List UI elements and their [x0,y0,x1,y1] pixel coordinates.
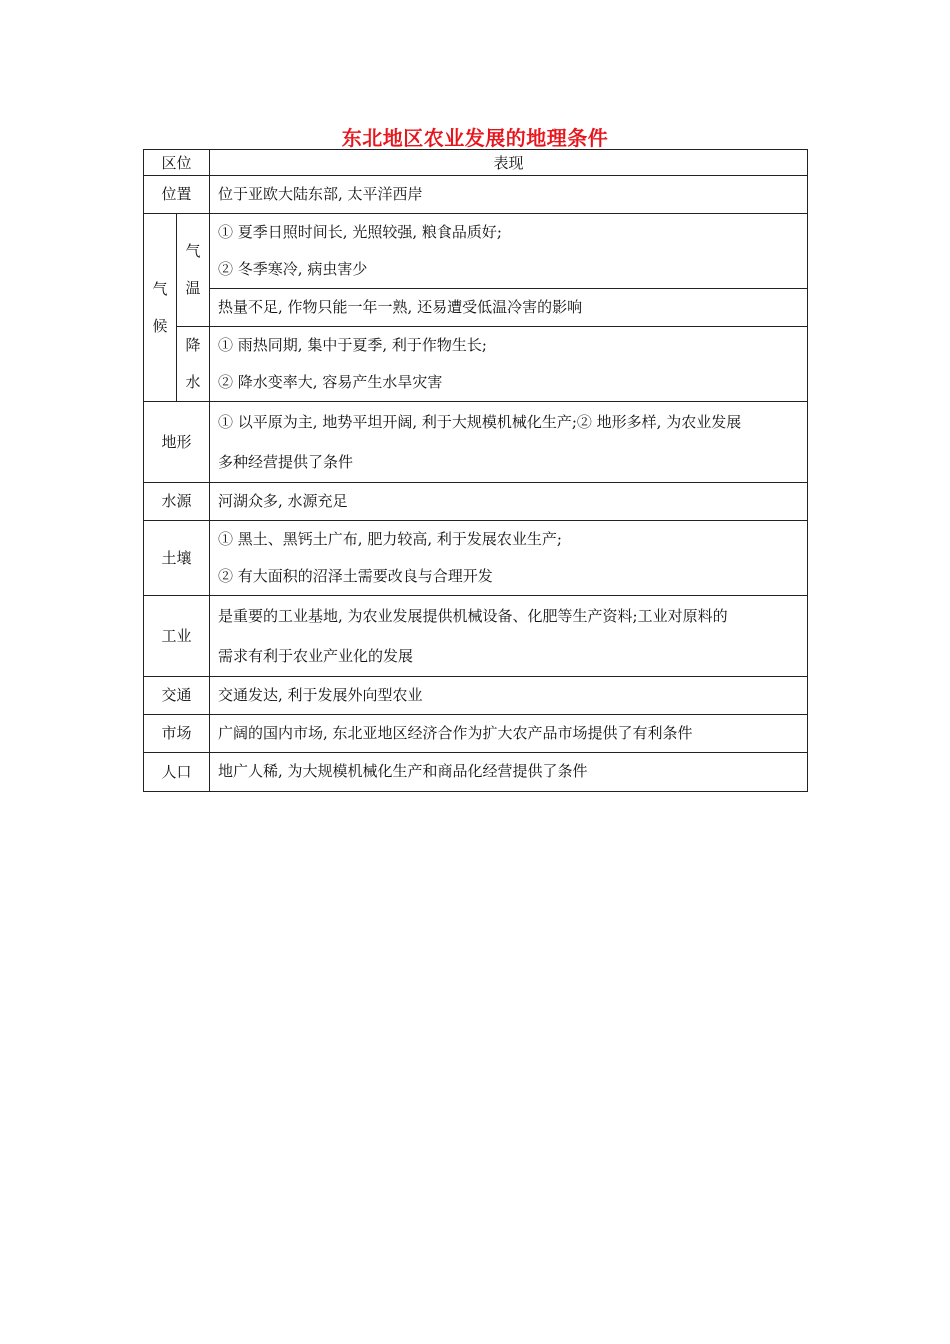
header-location-factor: 区位 [144,150,210,176]
row-label-precipitation [177,327,210,402]
content-line: 交通发达, 利于发展外向型农业 [218,686,423,704]
row-label-temperature [177,214,210,327]
row-label-climate [144,214,177,402]
row-label-industry: 工业 [144,596,210,677]
row-content-soil [210,521,808,596]
table-row-climate-temperature-advantages [144,214,808,289]
content-line: ② 冬季寒冷, 病虫害少 [218,260,368,278]
table-row-water [144,483,808,521]
content-line: ① 夏季日照时间长, 光照较强, 粮食品质好; [218,223,502,241]
content-line: ② 降水变率大, 容易产生水旱灾害 [218,373,443,391]
label-char: 气 [152,279,168,298]
content-line: 需求有利于农业产业化的发展 [218,647,414,665]
row-content-temperature-advantages [210,214,808,289]
row-content-temperature-disadvantage [210,289,808,327]
row-label-transport: 交通 [144,677,210,715]
row-content-transport [210,677,808,715]
row-content-population [210,753,808,792]
table-row-transport [144,677,808,715]
row-label-water: 水源 [144,483,210,521]
label-char: 候 [152,316,168,335]
table-row-location [144,176,808,214]
table-row-soil [144,521,808,596]
row-content-water [210,483,808,521]
table-row-climate-temperature-disadvantage [144,289,808,327]
table-row-terrain [144,402,808,483]
row-content-market [210,715,808,753]
content-line: ① 黑土、黑钙土广布, 肥力较高, 利于发展农业生产; [218,530,562,548]
content-line: 位于亚欧大陆东部, 太平洋西岸 [218,185,423,203]
content-line: ① 以平原为主, 地势平坦开阔, 利于大规模机械化生产;② 地形多样, 为农业发展 [218,413,742,431]
label-char: 温 [185,279,201,297]
table-row-market [144,715,808,753]
table-row-industry [144,596,808,677]
row-label-soil: 土壤 [144,521,210,596]
table-header-row [144,150,808,176]
row-content-terrain [210,402,808,483]
row-label-population: 人口 [144,753,210,792]
label-char: 水 [185,373,201,391]
row-label-terrain: 地形 [144,402,210,483]
content-line: 地广人稀, 为大规模机械化生产和商品化经营提供了条件 [218,762,588,780]
content-line: 是重要的工业基地, 为农业发展提供机械设备、化肥等生产资料;工业对原料的 [218,607,728,625]
label-char: 气 [185,242,201,260]
header-performance: 表现 [210,150,808,176]
content-line: 热量不足, 作物只能一年一熟, 还易遭受低温冷害的影响 [218,298,583,316]
content-line: ② 有大面积的沼泽土需要改良与合理开发 [218,567,493,585]
content-line: ① 雨热同期, 集中于夏季, 利于作物生长; [218,336,487,354]
content-line: 多种经营提供了条件 [218,453,354,471]
row-content-industry [210,596,808,677]
row-content-precipitation [210,327,808,402]
geography-conditions-table [143,149,808,792]
row-label-location: 位置 [144,176,210,214]
document-title: 东北地区农业发展的地理条件 [341,126,609,150]
table-row-climate-precipitation [144,327,808,402]
label-char: 降 [185,336,201,354]
table-row-population [144,753,808,792]
content-line: 河湖众多, 水源充足 [218,492,348,510]
row-content-location [210,176,808,214]
row-label-market: 市场 [144,715,210,753]
content-line: 广阔的国内市场, 东北亚地区经济合作为扩大农产品市场提供了有利条件 [218,724,693,742]
